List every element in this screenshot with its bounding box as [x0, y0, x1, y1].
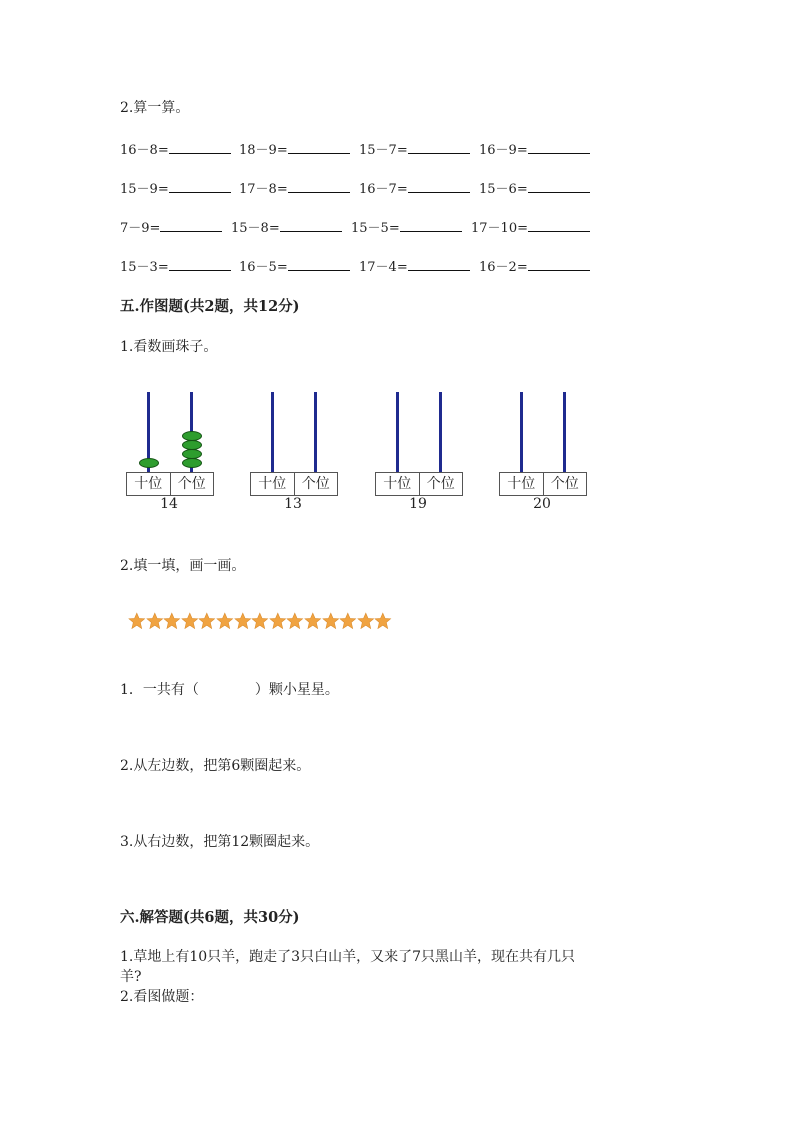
- equation: 16－7=: [359, 178, 470, 197]
- star-icon[interactable]: [286, 612, 304, 630]
- sheep-question-line2: 羊?: [120, 969, 142, 985]
- circle-right-question: 3.从右边数，把第12颗圈起来。: [120, 834, 320, 850]
- abacus-19[interactable]: [375, 392, 465, 512]
- calc-title: 2.算一算。: [120, 100, 190, 116]
- answer-blank[interactable]: [169, 179, 231, 193]
- equation: 15－3=: [120, 256, 231, 275]
- ones-rod: [314, 392, 317, 472]
- star-icon[interactable]: [339, 612, 357, 630]
- equation: 15－8=: [231, 217, 342, 236]
- star-icon[interactable]: [216, 612, 234, 630]
- abacus-14: [126, 392, 216, 512]
- star-icon[interactable]: [251, 612, 269, 630]
- tens-label: 十位: [258, 476, 287, 492]
- answer-blank[interactable]: [169, 257, 231, 271]
- bead: [182, 458, 202, 468]
- equation: 16－2=: [479, 256, 590, 275]
- equation: 7－9=: [120, 217, 222, 236]
- answer-blank[interactable]: [528, 257, 590, 271]
- tens-rod: [271, 392, 274, 472]
- ones-rod: [563, 392, 566, 472]
- answer-blank[interactable]: [280, 218, 342, 232]
- abacus-number: 13: [284, 496, 302, 512]
- equation: 18－9=: [239, 139, 350, 158]
- answer-blank[interactable]: [528, 179, 590, 193]
- ones-label: 个位: [294, 473, 338, 495]
- star-icon[interactable]: [181, 612, 199, 630]
- tens-label: 十位: [134, 476, 163, 492]
- section5-heading: 五.作图题(共2题，共12分): [120, 298, 300, 315]
- equation: 15－5=: [351, 217, 462, 236]
- star-icon[interactable]: [163, 612, 181, 630]
- equation: 15－9=: [120, 178, 231, 197]
- answer-blank[interactable]: [400, 218, 462, 232]
- star-icon[interactable]: [234, 612, 252, 630]
- tens-rod: [520, 392, 523, 472]
- star-icon[interactable]: [269, 612, 287, 630]
- abacus-number: 20: [533, 496, 551, 512]
- answer-blank[interactable]: [288, 179, 350, 193]
- abacus-question: 1.看数画珠子。: [120, 339, 218, 355]
- answer-blank[interactable]: [408, 179, 470, 193]
- equation: 17－4=: [359, 256, 470, 275]
- equation: 15－7=: [359, 139, 470, 158]
- equation: 16－9=: [479, 139, 590, 158]
- section6-heading: 六.解答题(共6题，共30分): [120, 909, 300, 926]
- answer-blank[interactable]: [408, 257, 470, 271]
- tens-label: 十位: [507, 476, 536, 492]
- answer-blank[interactable]: [169, 140, 231, 154]
- bead: [139, 458, 159, 468]
- sheep-question-line1: 1.草地上有10只羊，跑走了3只白山羊，又来了7只黑山羊，现在共有几只: [120, 949, 575, 965]
- place-value-labels: [375, 472, 463, 496]
- star-icon[interactable]: [322, 612, 340, 630]
- circle-left-question: 2.从左边数，把第6颗圈起来。: [120, 758, 311, 774]
- equation: 16－5=: [239, 256, 350, 275]
- answer-blank[interactable]: [408, 140, 470, 154]
- place-value-labels: [499, 472, 587, 496]
- equation: 17－8=: [239, 178, 350, 197]
- equation: 17－10=: [471, 217, 590, 236]
- answer-blank[interactable]: [288, 257, 350, 271]
- place-value-labels: [126, 472, 214, 496]
- picture-question: 2.看图做题：: [120, 989, 204, 1005]
- answer-blank[interactable]: [160, 218, 222, 232]
- star-icon[interactable]: [374, 612, 392, 630]
- abacus-20[interactable]: [499, 392, 589, 512]
- abacus-13[interactable]: [250, 392, 340, 512]
- equation: 16－8=: [120, 139, 231, 158]
- star-row: [128, 612, 392, 630]
- ones-label: 个位: [170, 473, 214, 495]
- tens-label: 十位: [383, 476, 412, 492]
- star-icon[interactable]: [357, 612, 375, 630]
- answer-blank[interactable]: [528, 218, 590, 232]
- star-icon[interactable]: [146, 612, 164, 630]
- abacus-number: 14: [160, 496, 178, 512]
- place-value-labels: [250, 472, 338, 496]
- star-icon[interactable]: [128, 612, 146, 630]
- answer-blank[interactable]: [528, 140, 590, 154]
- star-icon[interactable]: [304, 612, 322, 630]
- star-icon[interactable]: [198, 612, 216, 630]
- equation: 15－6=: [479, 178, 590, 197]
- ones-label: 个位: [543, 473, 587, 495]
- star-count-question: 1．一共有（ ）颗小星星。: [120, 682, 339, 698]
- abacus-number: 19: [409, 496, 427, 512]
- answer-blank[interactable]: [288, 140, 350, 154]
- tens-rod: [396, 392, 399, 472]
- ones-rod: [439, 392, 442, 472]
- fill-draw-question: 2.填一填，画一画。: [120, 558, 246, 574]
- ones-label: 个位: [419, 473, 463, 495]
